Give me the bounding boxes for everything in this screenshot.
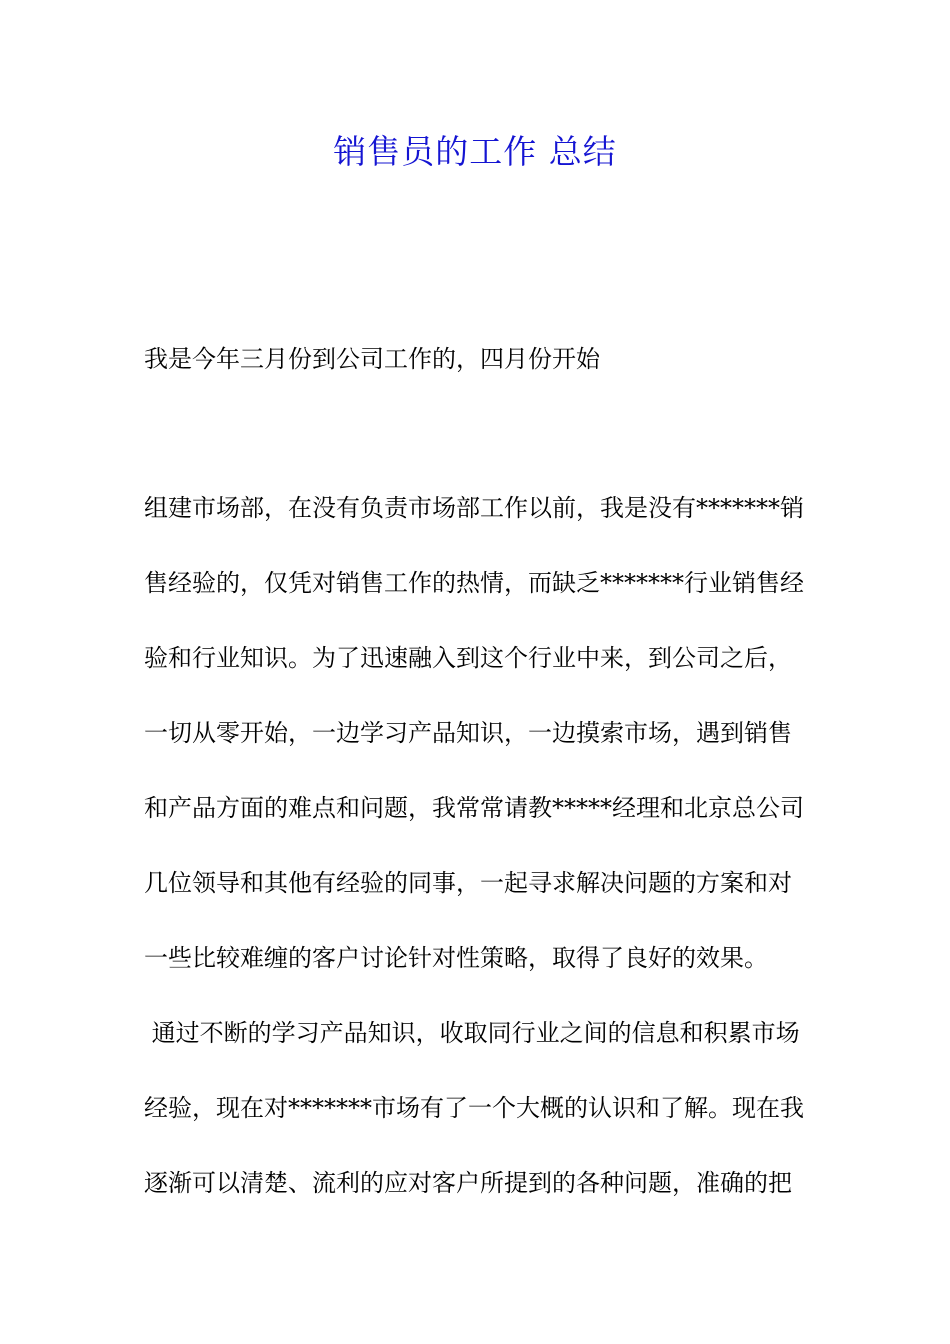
document-title: 销售员的工作 总结 (333, 132, 617, 171)
text-line-10: 经验，现在对*******市场有了一个大概的认识和了解。现在我 (144, 1094, 804, 1122)
text-line-7: 几位领导和其他有经验的同事，一起寻求解决问题的方案和对 (144, 869, 792, 897)
text-line-11: 逐渐可以清楚、流利的应对客户所提到的各种问题，准确的把 (144, 1169, 792, 1197)
text-line-4: 验和行业知识。为了迅速融入到这个行业中来，到公司之后， (144, 644, 792, 672)
text-line-3: 售经验的，仅凭对销售工作的热情，而缺乏*******行业销售经 (144, 569, 804, 597)
text-line-9: 通过不断的学习产品知识，收取同行业之间的信息和积累市场 (144, 1019, 800, 1047)
text-line-1: 我是今年三月份到公司工作的，四月份开始 (144, 345, 600, 373)
text-line-5: 一切从零开始，一边学习产品知识，一边摸索市场，遇到销售 (144, 719, 792, 747)
text-line-8: 一些比较难缠的客户讨论针对性策略，取得了良好的效果。 (144, 944, 768, 972)
text-line-6: 和产品方面的难点和问题，我常常请教*****经理和北京总公司 (144, 794, 804, 822)
text-line-2: 组建市场部，在没有负责市场部工作以前，我是没有*******销 (144, 494, 804, 522)
